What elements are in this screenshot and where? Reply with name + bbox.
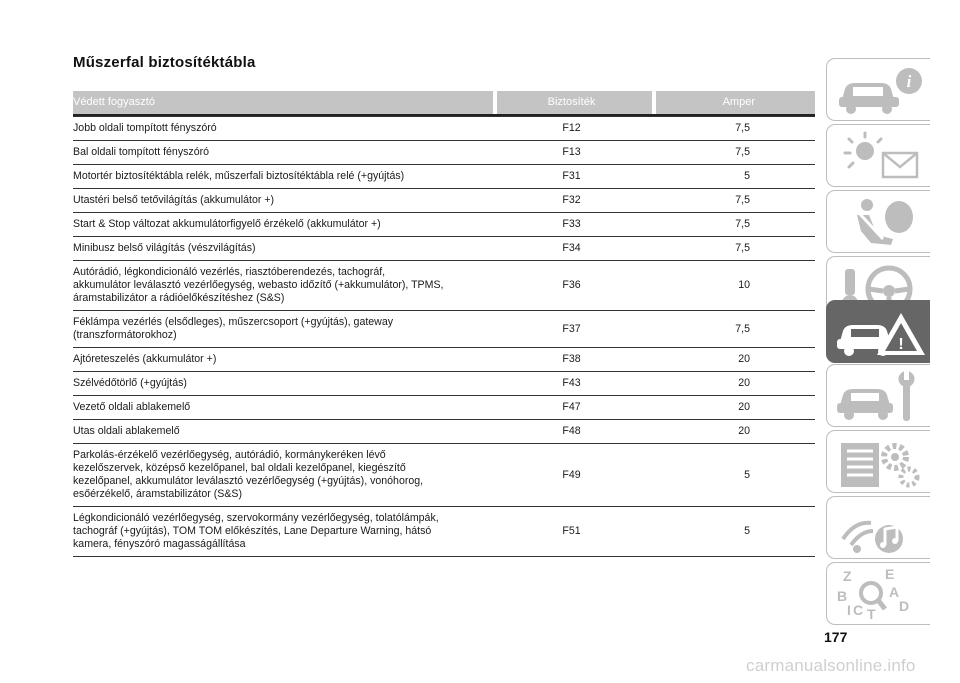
page-number: 177 [824,629,848,645]
fuse-cell: F51 [497,507,652,557]
amp-cell: 5 [656,507,815,557]
index-icon [833,567,929,623]
amp-cell: 7,5 [656,311,815,348]
warning-lights-icon [833,129,929,185]
fuse-cell: F43 [497,372,652,396]
index-letter-e: E [885,567,895,582]
index-letter-t: T [867,606,876,622]
amp-cell: 20 [656,420,815,444]
fuse-cell: F34 [497,237,652,261]
consumer-cell [73,444,493,507]
car-maintenance-icon [833,369,929,425]
consumer-cell [73,261,493,311]
table-row [73,165,815,189]
consumer-text-line: Motortér biztosítéktábla relék, műszerfali biztosítéktábla relé (+gyújtás) [73,170,405,182]
table-row [73,372,815,396]
table-row [73,261,815,311]
tab-index[interactable] [826,562,930,625]
amp-cell: 5 [656,165,815,189]
table-row [73,420,815,444]
consumer-text-line: tachográf (+gyújtás), TOM TOM előkészítés, Lane Departure Warning, hátsó [73,525,432,537]
consumer-text-line: Bal oldali tompított fényszóró [73,146,210,158]
table-row [73,117,815,141]
car-info-icon [833,63,929,119]
tab-emergency[interactable] [826,300,930,363]
consumer-text-line: (transzformátorokhoz) [73,329,177,341]
index-letter-i: I [847,602,851,618]
amp-cell: 20 [656,372,815,396]
tab-warning-lights[interactable] [826,124,930,187]
fuse-cell: F12 [497,117,652,141]
index-letter-z: Z [843,568,852,584]
amp-cell: 20 [656,348,815,372]
table-row [73,348,815,372]
consumer-cell [73,507,493,557]
header-consumer: Védett fogyasztó [73,91,493,115]
fuse-cell: F37 [497,311,652,348]
consumer-text-line: Légkondicionáló vezérlőegység, szervokormány vezérlőegység, tolatólámpák, [73,512,439,524]
consumer-text-line: Szélvédőtörlő (+gyújtás) [73,377,187,389]
fuse-cell: F31 [497,165,652,189]
tab-car-info[interactable] [826,58,930,121]
consumer-text-line: Ajtóreteszelés (akkumulátor +) [73,353,217,365]
table-row [73,396,815,420]
consumer-cell [73,213,493,237]
table-row [73,141,815,165]
consumer-text-line: kezelőszervek, középső kezelőpanel, bal oldali kezelőpanel, kiegészítő [73,462,406,474]
index-letter-d: D [899,598,910,614]
table-row [73,189,815,213]
fuse-cell: F32 [497,189,652,213]
consumer-cell [73,117,493,141]
consumer-cell [73,420,493,444]
consumer-text-line: Utas oldali ablakemelő [73,425,180,437]
index-letter-a: A [889,584,900,600]
consumer-text-line: Minibusz belső világítás (vészvilágítás) [73,242,256,254]
table-row [73,213,815,237]
amp-cell: 5 [656,444,815,507]
consumer-text-line: Jobb oldali tompított fényszóró [73,122,217,134]
consumer-text-line: Start & Stop változat akkumulátorfigyelő érzékelő (akkumulátor +) [73,218,381,230]
fuse-cell: F48 [497,420,652,444]
table-row [73,444,815,507]
consumer-text-line: Féklámpa vezérlés (elsődleges), műszercsoport (+gyújtás), gateway [73,316,394,328]
table-row [73,237,815,261]
index-letter-c: C [853,602,864,618]
amp-cell: 7,5 [656,189,815,213]
fuse-cell: F47 [497,396,652,420]
car-emergency-icon [833,305,929,361]
consumer-text-line: Autórádió, légkondicionáló vezérlés, riasztóberendezés, tachográf, [73,266,386,278]
table-row [73,311,815,348]
fuse-cell: F13 [497,141,652,165]
consumer-cell [73,396,493,420]
consumer-text-line: Utastéri belső tetővilágítás (akkumulátor +) [73,194,275,206]
svg-text:!: ! [898,336,904,353]
consumer-cell [73,189,493,213]
amp-cell: 7,5 [656,213,815,237]
tab-seat-airbag[interactable] [826,190,930,253]
consumer-cell [73,237,493,261]
svg-text:i: i [906,72,912,91]
technical-data-icon [833,435,929,491]
table-body [73,115,815,557]
consumer-cell [73,165,493,189]
watermark: carmanualsonline.info [746,656,916,675]
amp-cell: 7,5 [656,237,815,261]
page-title: Műszerfal biztosítéktábla [73,54,256,71]
tab-maintenance[interactable] [826,364,930,427]
tab-technical-data[interactable] [826,430,930,493]
consumer-text-line: kezelőpanel, akkumulátor leválasztó vezérlőegység (+gyújtás), vonóhorog, [73,475,424,487]
consumer-cell [73,348,493,372]
fuse-table [73,91,815,557]
consumer-text-line: esőérzékelő, áramstabilizátor (S&S) [73,488,242,500]
consumer-text-line: kamera, fényszóró magasságállítása [73,538,246,550]
amp-cell: 7,5 [656,117,815,141]
index-letter-b: B [837,588,848,604]
header-fuse: Biztosíték [497,91,652,115]
multimedia-icon [833,501,929,557]
consumer-cell [73,372,493,396]
amp-cell: 20 [656,396,815,420]
table-row [73,507,815,557]
tab-multimedia[interactable] [826,496,930,559]
fuse-cell: F33 [497,213,652,237]
header-amp: Amper [656,91,815,115]
seat-airbag-icon [833,195,929,251]
consumer-text-line: áramstabilizátor a rádióelőkészítéshez (S&S) [73,292,285,304]
table-header-row [73,91,815,115]
fuse-cell: F38 [497,348,652,372]
consumer-text-line: akkumulátor leválasztó vezérlőegység, webasto időzítő (+akkumulátor), TPMS, [73,279,444,291]
consumer-text-line: Vezető oldali ablakemelő [73,401,191,413]
amp-cell: 7,5 [656,141,815,165]
fuse-cell: F49 [497,444,652,507]
consumer-text-line: Parkolás-érzékelő vezérlőegység, autórádió, kormánykeréken lévő [73,449,386,461]
fuse-cell: F36 [497,261,652,311]
consumer-cell [73,311,493,348]
consumer-cell [73,141,493,165]
amp-cell: 10 [656,261,815,311]
